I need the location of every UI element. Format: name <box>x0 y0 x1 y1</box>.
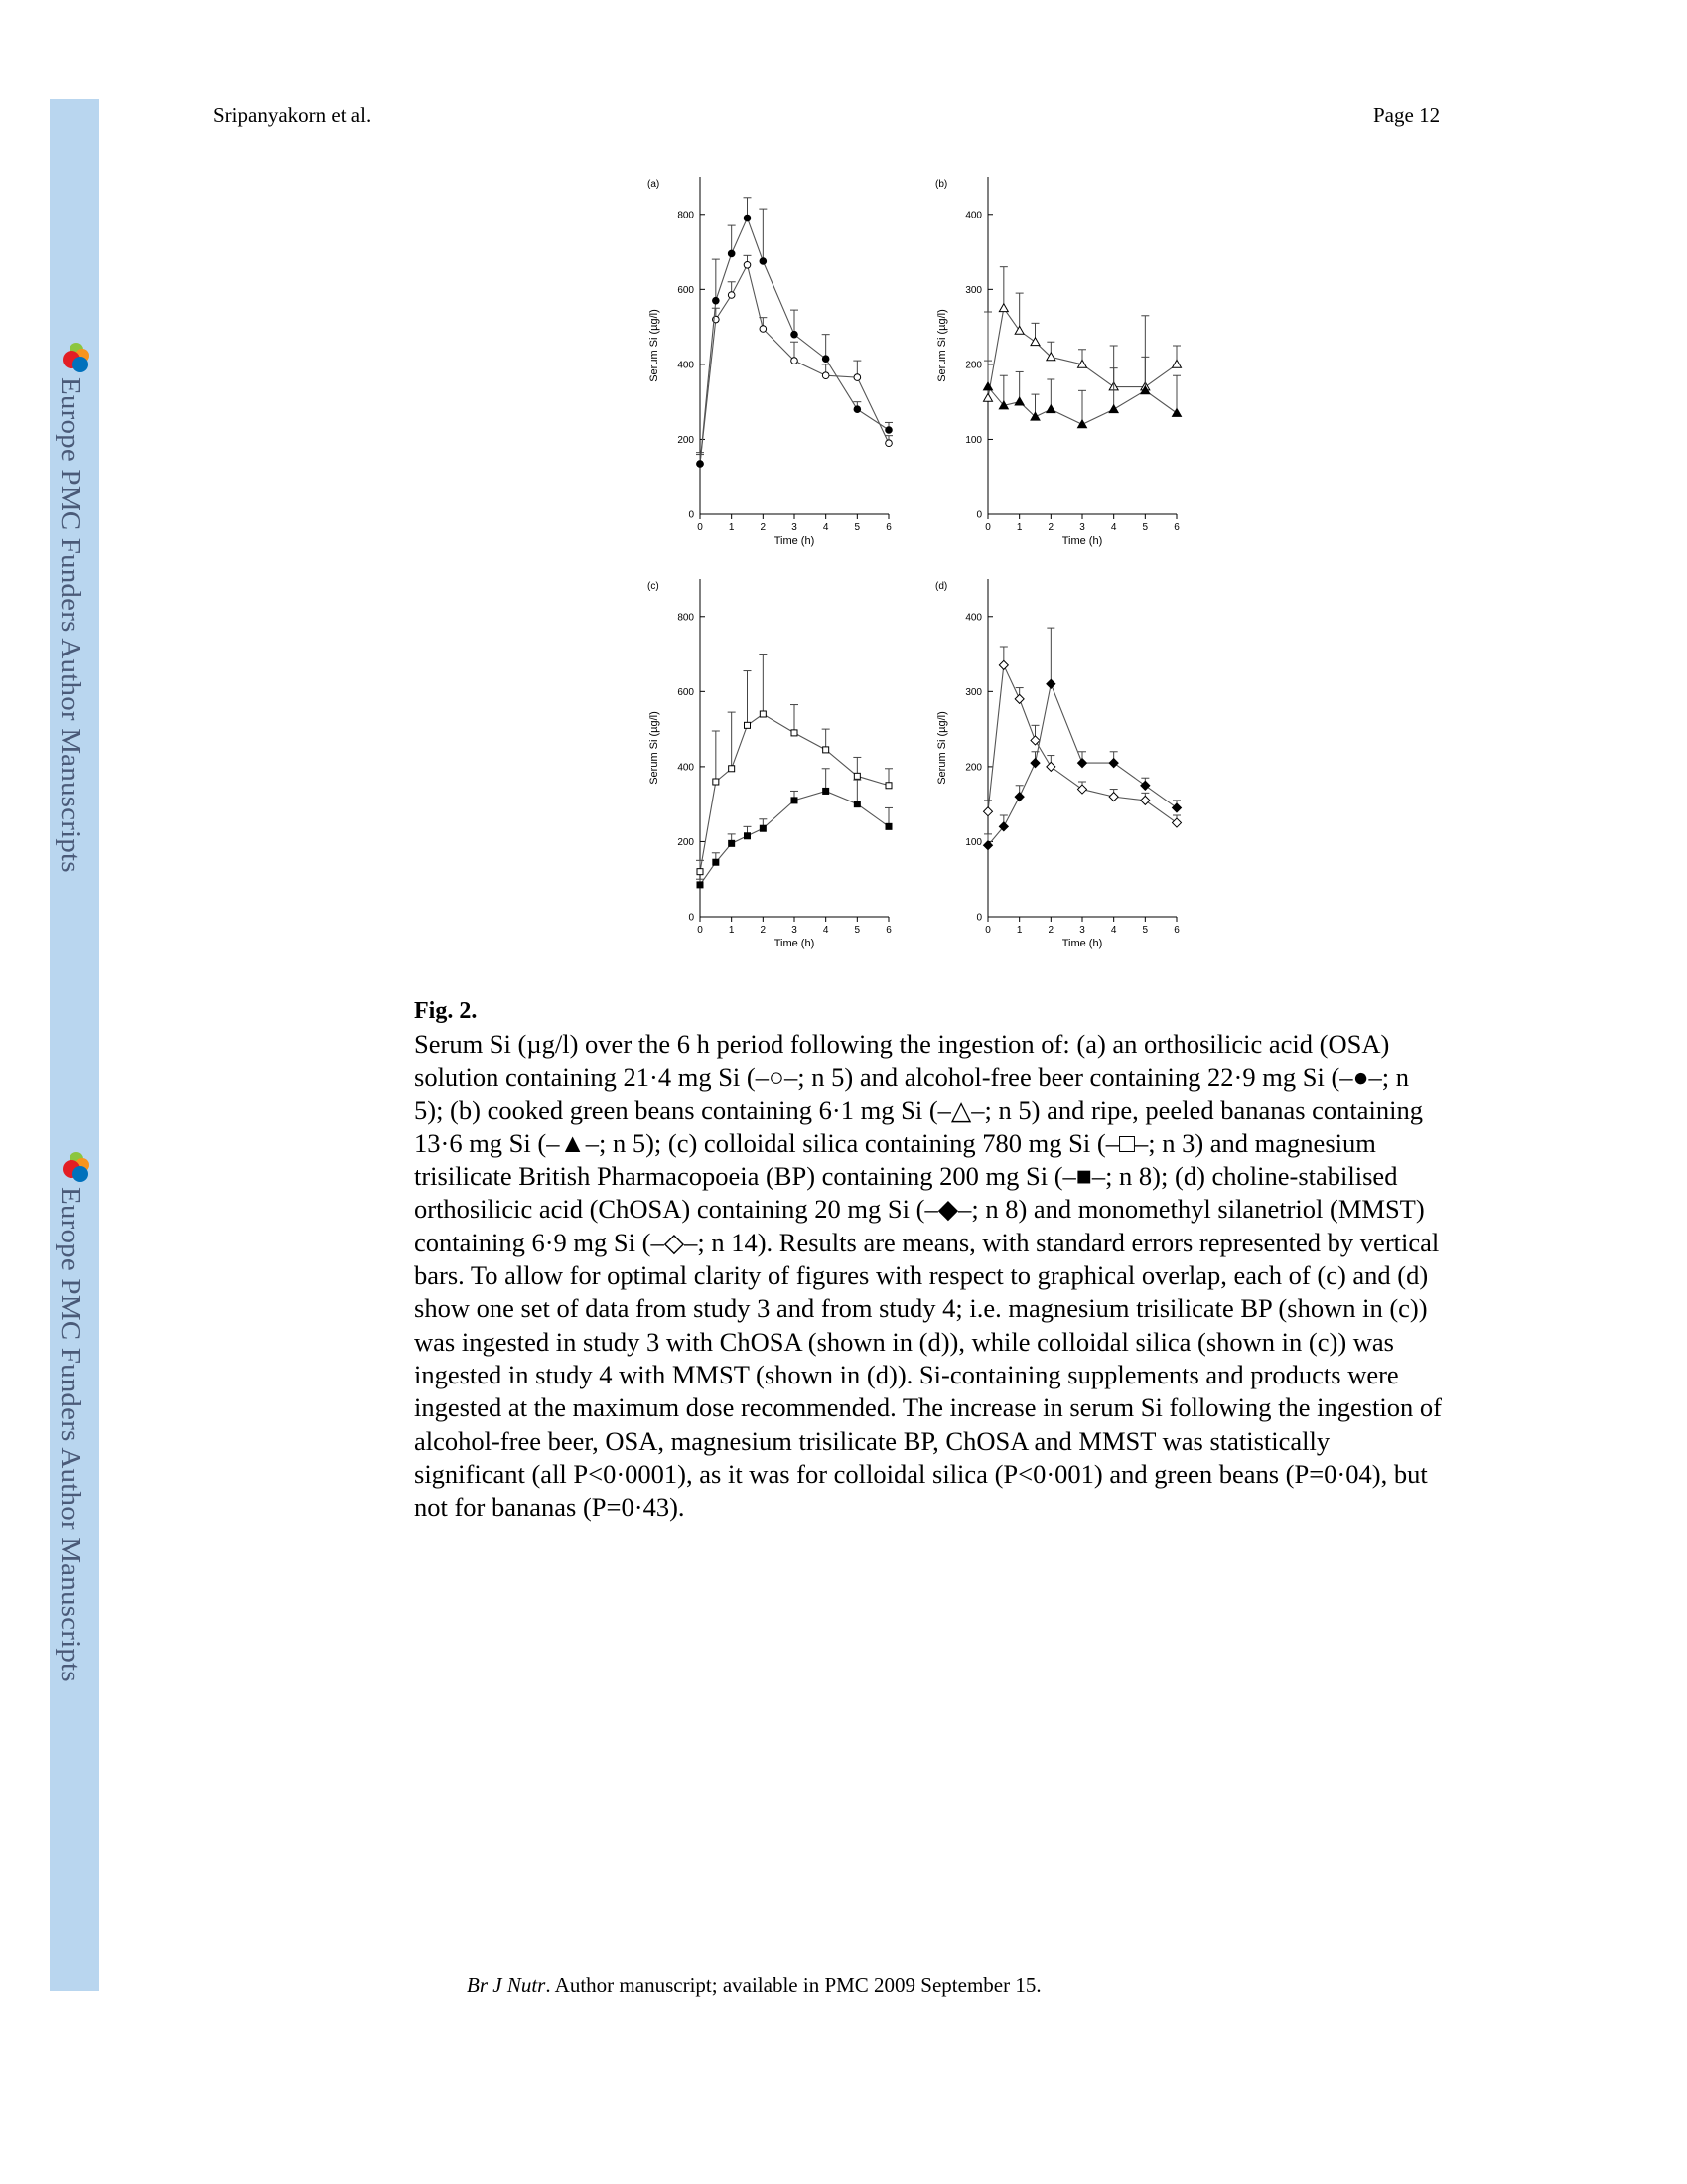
data-point <box>1047 405 1055 413</box>
data-point <box>745 722 751 728</box>
data-point <box>728 250 735 257</box>
y-tick-label: 300 <box>965 686 982 698</box>
y-tick-label: 800 <box>677 210 694 221</box>
running-head-authors: Sripanyakorn et al. <box>213 103 372 127</box>
x-tick-label: 1 <box>728 925 735 936</box>
y-tick-label: 800 <box>677 612 694 624</box>
data-point <box>854 773 860 779</box>
data-point <box>713 297 720 304</box>
y-tick-label: 200 <box>677 434 694 446</box>
x-tick-label: 1 <box>1016 925 1023 936</box>
data-point <box>744 261 751 268</box>
x-tick-label: 6 <box>1174 522 1180 533</box>
x-tick-label: 1 <box>1016 522 1023 533</box>
y-tick-label: 0 <box>976 510 982 521</box>
y-tick-label: 200 <box>965 762 982 774</box>
data-point <box>1078 785 1087 794</box>
y-tick-label: 600 <box>677 284 694 296</box>
data-point <box>999 660 1008 669</box>
x-tick-label: 4 <box>1110 522 1117 533</box>
panel-label: (c) <box>647 581 659 592</box>
data-point <box>1173 409 1182 417</box>
x-tick-label: 5 <box>854 522 861 533</box>
data-point <box>822 356 829 363</box>
x-axis-label: Time (h) <box>773 938 815 949</box>
footer-text: . Author manuscript; available in PMC 2009 September 15. <box>545 1973 1042 1997</box>
y-tick-label: 0 <box>688 912 694 924</box>
x-tick-label: 6 <box>1174 925 1180 936</box>
pmc-logo-icon <box>55 338 94 377</box>
panel-label: (b) <box>935 179 948 190</box>
data-point <box>697 869 703 875</box>
data-point <box>1109 793 1118 801</box>
y-axis-label: Serum Si (µg/l) <box>648 309 660 382</box>
x-axis-label: Time (h) <box>773 535 815 547</box>
x-tick-label: 5 <box>1142 925 1149 936</box>
data-point <box>984 393 993 401</box>
x-axis-label: Time (h) <box>1061 535 1103 547</box>
x-tick-label: 2 <box>1048 925 1054 936</box>
data-point <box>1015 326 1024 334</box>
x-tick-label: 4 <box>1110 925 1117 936</box>
x-tick-label: 5 <box>1142 522 1149 533</box>
data-point <box>1047 679 1055 688</box>
x-tick-label: 2 <box>760 925 767 936</box>
data-point <box>791 331 798 338</box>
data-point <box>1173 360 1182 367</box>
data-point <box>713 859 719 865</box>
x-tick-label: 0 <box>697 925 703 936</box>
data-point <box>729 840 735 846</box>
x-tick-label: 5 <box>854 925 861 936</box>
data-point <box>984 382 993 390</box>
data-point <box>729 766 735 772</box>
x-tick-label: 1 <box>728 522 735 533</box>
y-tick-label: 0 <box>976 912 982 924</box>
y-tick-label: 100 <box>965 836 982 848</box>
x-tick-label: 0 <box>697 522 703 533</box>
data-point <box>1078 420 1087 428</box>
data-point <box>886 783 892 789</box>
data-point <box>823 747 829 753</box>
y-tick-label: 300 <box>965 284 982 296</box>
data-point <box>745 833 751 839</box>
data-point <box>1031 759 1040 768</box>
data-point <box>744 215 751 221</box>
data-point <box>1078 759 1087 768</box>
data-point <box>854 406 861 413</box>
data-point <box>999 304 1008 312</box>
x-tick-label: 3 <box>1079 522 1085 533</box>
chart-panel <box>647 177 893 547</box>
data-point <box>1173 818 1182 827</box>
sidebar-label: Europe PMC Funders Author Manuscripts <box>55 377 86 873</box>
data-point <box>791 730 797 736</box>
y-axis-label: Serum Si (µg/l) <box>936 309 948 382</box>
y-tick-label: 400 <box>965 612 982 624</box>
figure-panels <box>635 167 1231 991</box>
figure-caption: Serum Si (µg/l) over the 6 h period following the ingestion of: (a) an orthosilicic acid (OSA) solution containing 21·4 mg Si (–○–; n 5) and alcohol-free beer containing 22·9 mg Si (–●–; n 5); (b) cooked green beans containing 6·1 mg Si (–△–; n 5) and ripe, peeled bananas containing 13·6 mg Si (–▲–; n 5); (c) colloidal silica containing 780 mg Si (–□–; n 3) and magnesium trisilicate British Pharmacopoeia (BP) containing 200 mg Si (–■–; n 8); (d) choline-stabilised orthosilicic acid (ChOSA) containing 20 mg Si (–◆–; n 8) and monomethyl silanetriol (MMST) containing 6·9 mg Si (–◇–; n 14). Results are means, with standard errors represented by vertical bars. To allow for optimal clarity of figures with respect to graphical overlap, each of (c) and (d) show one set of data from study 3 and from study 4; i.e. magnesium trisilicate BP (shown in (c)) was ingested in study 3 with ChOSA (shown in (d)), while colloidal silica (shown in (c)) was ingested in study 4 with MMST (shown in (d)). Si-containing supplements and products were ingested at the maximum dose recommended. The increase in serum Si following the ingestion of alcohol-free beer, OSA, magnesium trisilicate BP, ChOSA and MMST was statistically significant (all P<0·0001), as it was for colloidal silica (P<0·001) and green beans (P=0·04), but not for bananas (P=0·43). <box>414 1029 1442 1523</box>
data-point <box>1109 405 1118 413</box>
y-axis-label: Serum Si (µg/l) <box>648 711 660 785</box>
y-tick-label: 200 <box>677 836 694 848</box>
chart-panel <box>935 579 1182 949</box>
x-tick-label: 3 <box>791 925 797 936</box>
data-point <box>760 326 767 333</box>
data-point <box>854 801 860 807</box>
data-point <box>822 372 829 379</box>
x-tick-label: 2 <box>760 522 767 533</box>
chart-panel <box>935 177 1182 547</box>
x-tick-label: 6 <box>886 925 892 936</box>
pmc-logo-icon <box>55 1147 94 1187</box>
y-tick-label: 400 <box>677 762 694 774</box>
sidebar-band <box>50 99 99 1991</box>
data-point <box>1047 762 1055 771</box>
x-tick-label: 3 <box>1079 925 1085 936</box>
x-tick-label: 6 <box>886 522 892 533</box>
y-tick-label: 400 <box>965 210 982 221</box>
y-axis-label: Serum Si (µg/l) <box>936 711 948 785</box>
data-point <box>697 461 704 468</box>
chart-panel <box>647 579 893 949</box>
y-tick-label: 100 <box>965 434 982 446</box>
page-footer <box>467 1973 1042 1998</box>
x-tick-label: 4 <box>822 925 829 936</box>
y-tick-label: 0 <box>688 510 694 521</box>
sidebar-label: Europe PMC Funders Author Manuscripts <box>55 1187 86 1682</box>
data-point <box>713 779 719 785</box>
panel-label: (d) <box>935 581 948 592</box>
panel-label: (a) <box>647 179 660 190</box>
x-tick-label: 0 <box>985 925 991 936</box>
figure-label: Fig. 2. <box>414 998 478 1024</box>
data-point <box>886 427 893 434</box>
data-point <box>728 292 735 299</box>
data-point <box>1015 793 1024 801</box>
data-point <box>1141 781 1150 790</box>
data-point <box>1031 338 1040 346</box>
data-point <box>823 788 829 794</box>
data-point <box>886 440 893 447</box>
data-point <box>1109 759 1118 768</box>
y-tick-label: 200 <box>965 360 982 371</box>
x-tick-label: 4 <box>822 522 829 533</box>
data-point <box>1015 397 1024 405</box>
y-tick-label: 400 <box>677 360 694 371</box>
data-point <box>791 358 798 364</box>
data-point <box>1173 803 1182 812</box>
x-tick-label: 3 <box>791 522 797 533</box>
x-axis-label: Time (h) <box>1061 938 1103 949</box>
data-point <box>760 711 766 717</box>
data-point <box>854 374 861 381</box>
y-tick-label: 600 <box>677 686 694 698</box>
footer-journal: Br J Nutr <box>467 1973 546 1997</box>
data-point <box>886 823 892 829</box>
data-point <box>791 798 797 803</box>
x-tick-label: 2 <box>1048 522 1054 533</box>
data-point <box>760 825 766 831</box>
x-tick-label: 0 <box>985 522 991 533</box>
data-point <box>1015 694 1024 703</box>
data-point <box>760 258 767 265</box>
data-point <box>1031 736 1040 745</box>
page-number: Page 12 <box>1373 103 1441 127</box>
data-point <box>984 807 993 816</box>
data-point <box>697 882 703 888</box>
data-point <box>1141 796 1150 804</box>
